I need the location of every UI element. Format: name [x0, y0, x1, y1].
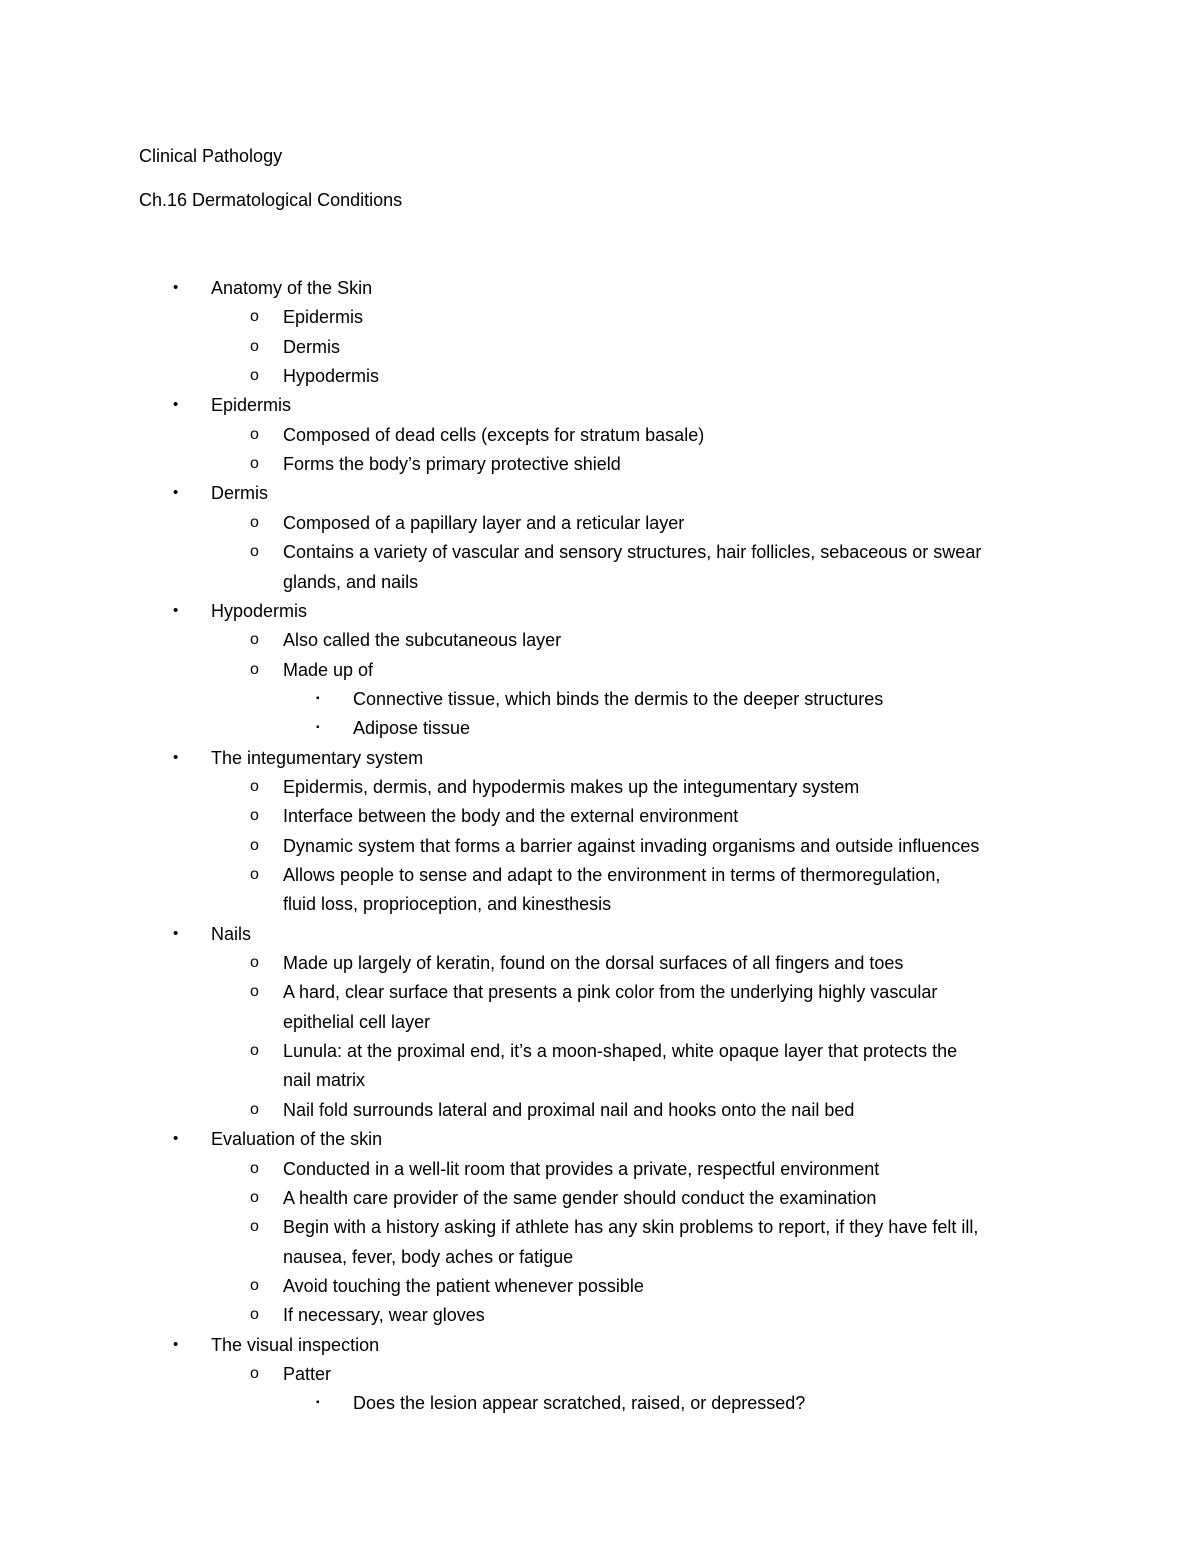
- list-item-text: Evaluation of the skin: [211, 1129, 383, 1149]
- list-item-text: epithelial cell layer: [283, 1012, 431, 1032]
- circle-bullet-icon: o: [250, 338, 259, 355]
- bullet-icon: •: [173, 1130, 179, 1147]
- circle-bullet-icon: o: [250, 778, 259, 795]
- list-item-text: Made up largely of keratin, found on the dorsal surfaces of all fingers and toes: [283, 953, 904, 973]
- list-item-text: Anatomy of the Skin: [211, 278, 373, 298]
- circle-bullet-icon: o: [250, 1042, 259, 1059]
- chapter-heading: Ch.16 Dermatological Conditions: [139, 190, 403, 210]
- list-item-text: Epidermis: [283, 307, 364, 327]
- circle-bullet-icon: o: [250, 1160, 259, 1177]
- list-item-text: Nail fold surrounds lateral and proximal nail and hooks onto the nail bed: [283, 1100, 855, 1120]
- list-item-text: Hypodermis: [283, 366, 380, 386]
- list-item-text: Interface between the body and the external environment: [283, 806, 739, 826]
- list-item-text: Hypodermis: [211, 601, 308, 621]
- circle-bullet-icon: o: [250, 308, 259, 325]
- document-title: Clinical Pathology: [139, 146, 283, 166]
- square-bullet-icon: ▪: [316, 693, 320, 704]
- list-item-text: Lunula: at the proximal end, it’s a moon-shaped, white opaque layer that protects the: [283, 1041, 958, 1061]
- square-bullet-icon: ▪: [316, 722, 320, 733]
- circle-bullet-icon: o: [250, 367, 259, 384]
- list-item-text: Adipose tissue: [353, 718, 471, 738]
- bullet-icon: •: [173, 925, 179, 942]
- list-item-text: Epidermis, dermis, and hypodermis makes up the integumentary system: [283, 777, 860, 797]
- list-item-text: Dermis: [283, 337, 340, 357]
- circle-bullet-icon: o: [250, 837, 259, 854]
- circle-bullet-icon: o: [250, 1189, 259, 1206]
- list-item-text: A hard, clear surface that presents a pink color from the underlying highly vascular: [283, 982, 938, 1002]
- square-bullet-icon: ▪: [316, 1397, 320, 1408]
- list-item-text: Contains a variety of vascular and sensory structures, hair follicles, sebaceous or swear: [283, 542, 982, 562]
- list-item-text: Made up of: [283, 660, 374, 680]
- list-item-text: Avoid touching the patient whenever possible: [283, 1276, 644, 1296]
- list-item-text: Composed of dead cells (excepts for stratum basale): [283, 425, 705, 445]
- circle-bullet-icon: o: [250, 1218, 259, 1235]
- bullet-icon: •: [173, 279, 179, 296]
- bullet-icon: •: [173, 484, 179, 501]
- list-item-text: Does the lesion appear scratched, raised, or depressed?: [353, 1393, 806, 1413]
- list-item-text: Forms the body’s primary protective shield: [283, 454, 621, 474]
- list-item-text: Begin with a history asking if athlete has any skin problems to report, if they have felt ill,: [283, 1217, 979, 1237]
- list-item-text: glands, and nails: [283, 572, 419, 592]
- list-item-text: Connective tissue, which binds the dermis to the deeper structures: [353, 689, 884, 709]
- bullet-icon: •: [173, 602, 179, 619]
- circle-bullet-icon: o: [250, 866, 259, 883]
- circle-bullet-icon: o: [250, 661, 259, 678]
- list-item-text: If necessary, wear gloves: [283, 1305, 485, 1325]
- circle-bullet-icon: o: [250, 983, 259, 1000]
- list-item-text: nausea, fever, body aches or fatigue: [283, 1247, 574, 1267]
- circle-bullet-icon: o: [250, 954, 259, 971]
- circle-bullet-icon: o: [250, 426, 259, 443]
- list-item-text: Allows people to sense and adapt to the environment in terms of thermoregulation,: [283, 865, 941, 885]
- list-item-text: Composed of a papillary layer and a reticular layer: [283, 513, 685, 533]
- list-item-text: nail matrix: [283, 1070, 366, 1090]
- circle-bullet-icon: o: [250, 514, 259, 531]
- circle-bullet-icon: o: [250, 543, 259, 560]
- circle-bullet-icon: o: [250, 631, 259, 648]
- list-item-text: The visual inspection: [211, 1335, 380, 1355]
- list-item-text: Nails: [211, 924, 252, 944]
- bullet-icon: •: [173, 1336, 179, 1353]
- list-item-text: The integumentary system: [211, 748, 424, 768]
- list-item-text: Epidermis: [211, 395, 292, 415]
- list-item-text: Dynamic system that forms a barrier against invading organisms and outside influences: [283, 836, 980, 856]
- bullet-icon: •: [173, 749, 179, 766]
- list-item-text: Conducted in a well-lit room that provides a private, respectful environment: [283, 1159, 880, 1179]
- list-item-text: Also called the subcutaneous layer: [283, 630, 562, 650]
- circle-bullet-icon: o: [250, 1277, 259, 1294]
- list-item-text: Patter: [283, 1364, 332, 1384]
- list-item-text: A health care provider of the same gender should conduct the examination: [283, 1188, 877, 1208]
- circle-bullet-icon: o: [250, 1306, 259, 1323]
- circle-bullet-icon: o: [250, 1365, 259, 1382]
- list-item-text: fluid loss, proprioception, and kinesthesis: [283, 894, 612, 914]
- circle-bullet-icon: o: [250, 1101, 259, 1118]
- list-item-text: Dermis: [211, 483, 268, 503]
- bullet-icon: •: [173, 396, 179, 413]
- circle-bullet-icon: o: [250, 807, 259, 824]
- circle-bullet-icon: o: [250, 455, 259, 472]
